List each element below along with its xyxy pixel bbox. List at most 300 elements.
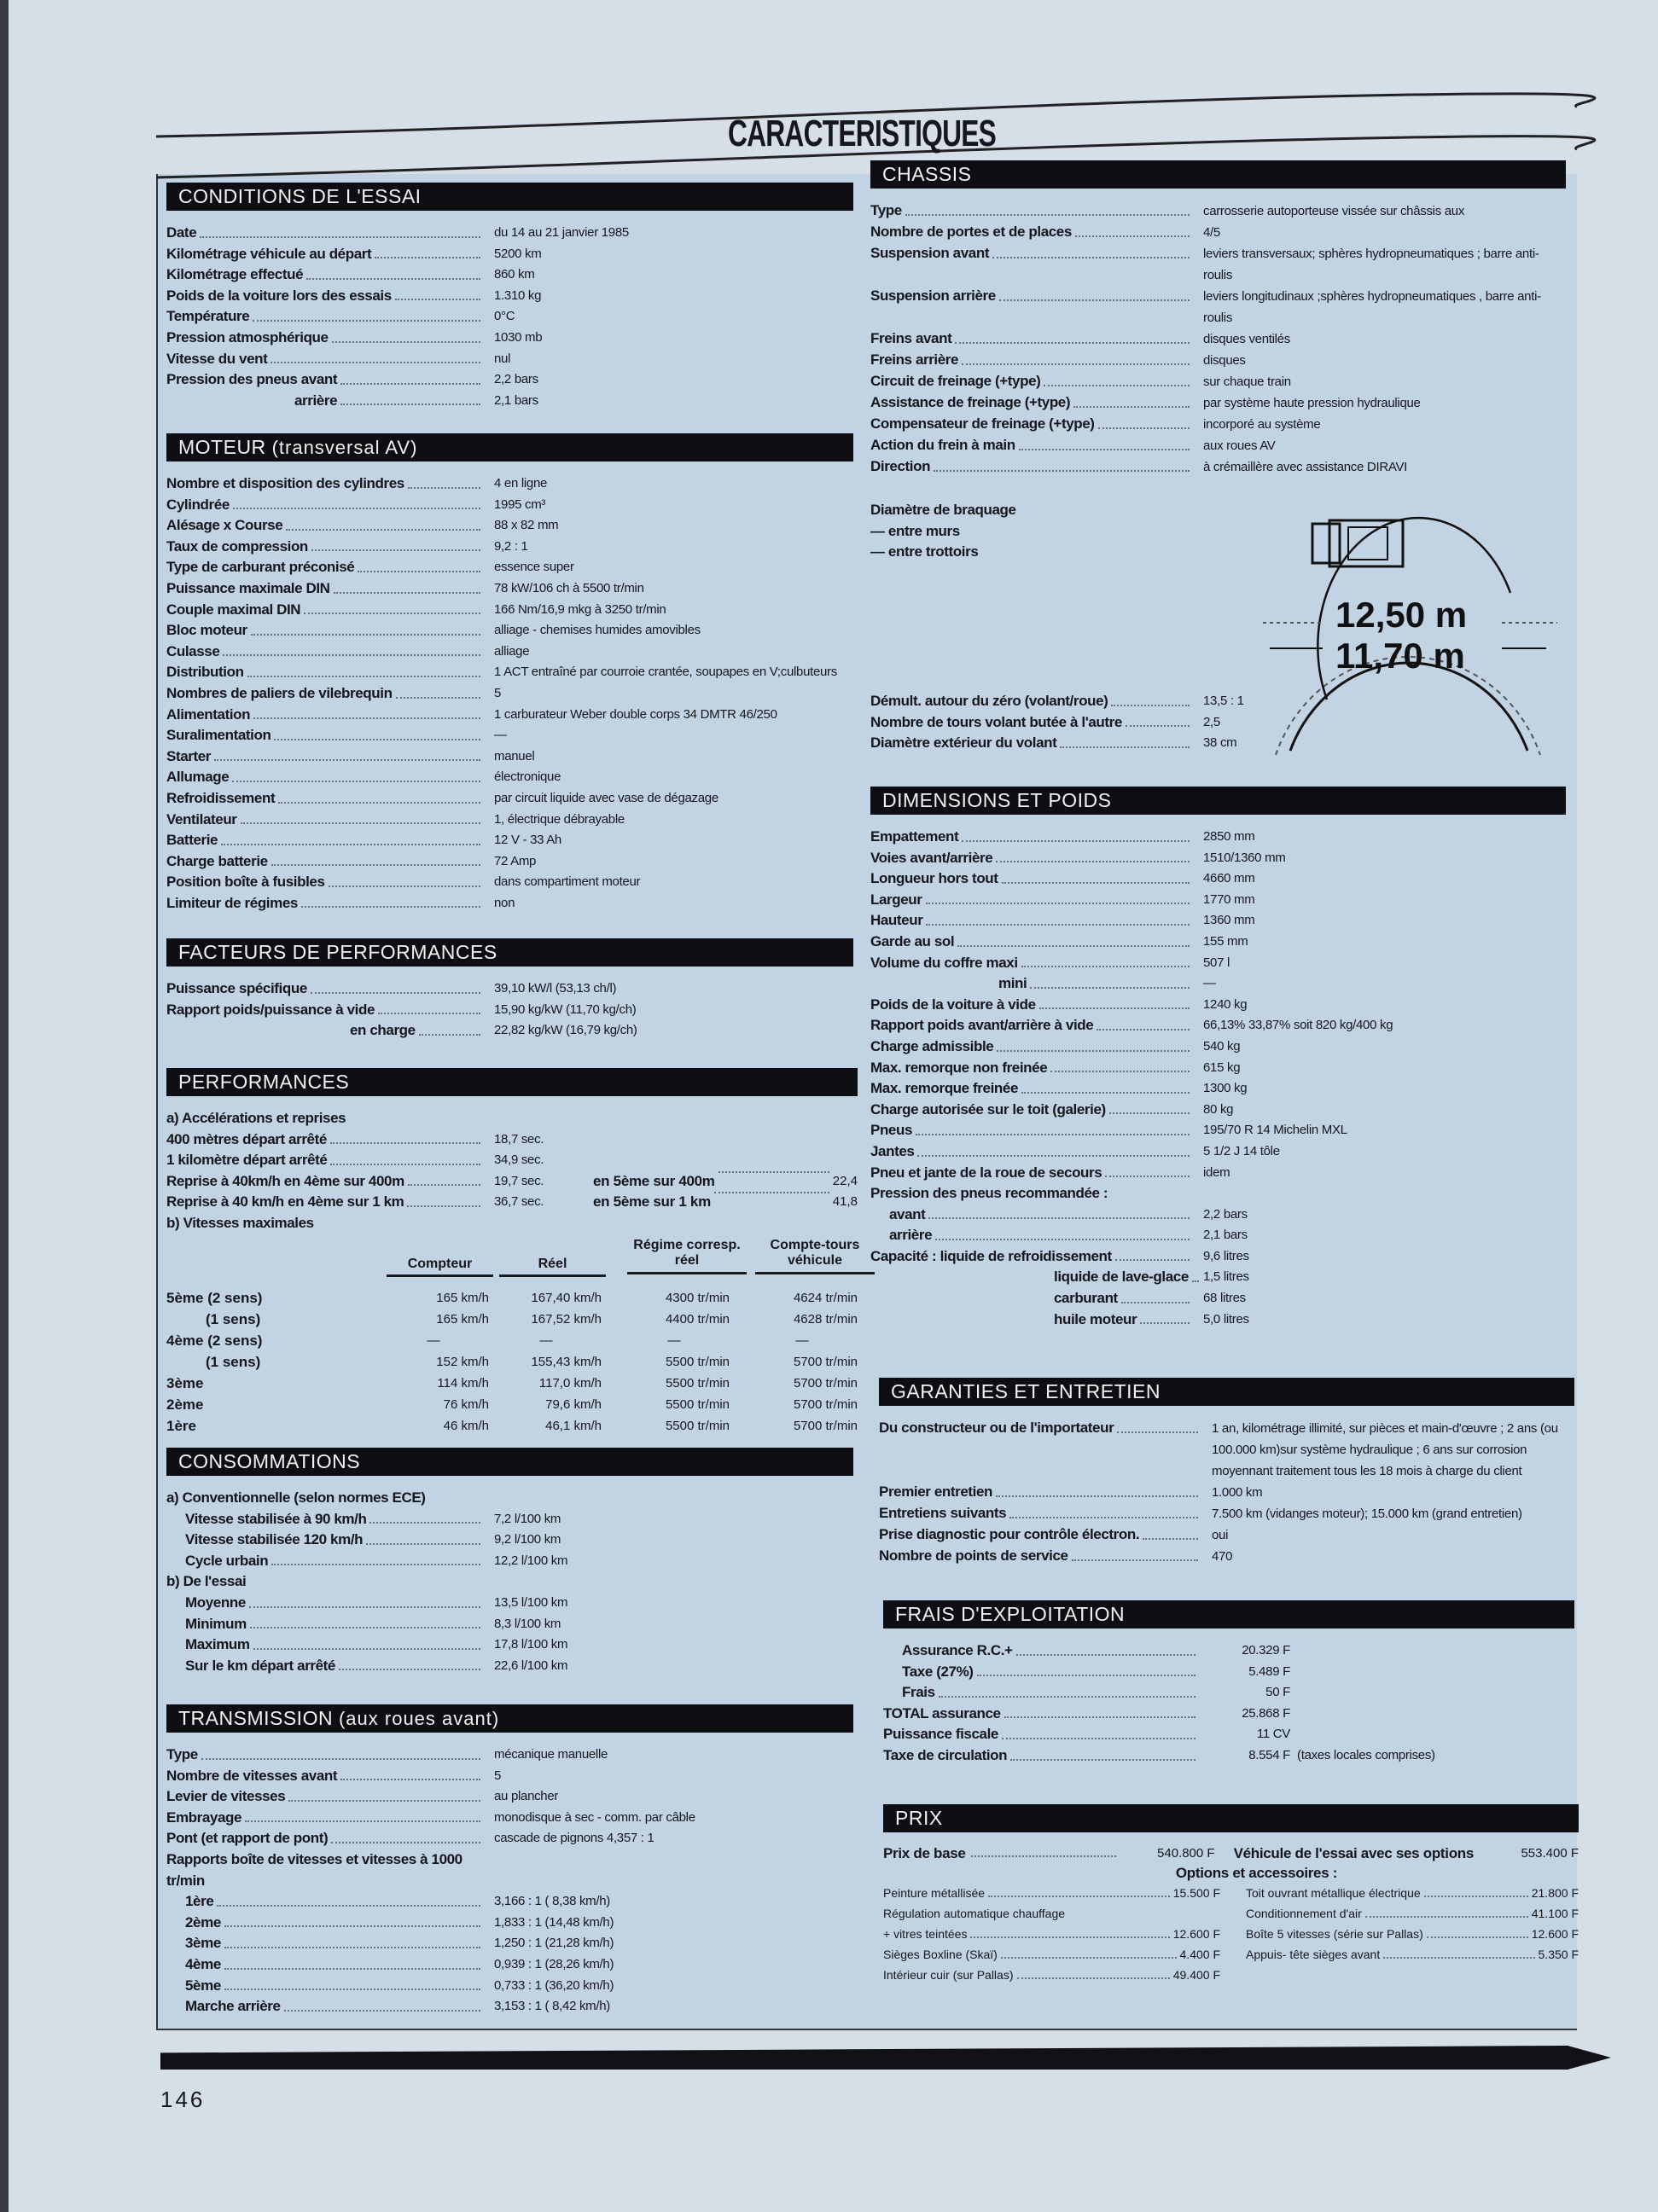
section-header: FACTEURS DE PERFORMANCES xyxy=(166,938,853,967)
dot-leader xyxy=(331,1828,480,1843)
spec-value: mécanique manuelle xyxy=(494,1747,608,1762)
spec-label: huile moteur xyxy=(1054,1310,1137,1327)
section-header: CONDITIONS DE L'ESSAI xyxy=(166,183,853,211)
spec-label: Voies avant/arrière xyxy=(870,849,993,866)
spec-value: — xyxy=(1203,976,1216,991)
spec-row xyxy=(870,1205,1566,1226)
spec-value: 68 litres xyxy=(1203,1291,1246,1306)
spec-row xyxy=(166,767,853,788)
spec-label: Vitesse stabilisée à 90 km/h xyxy=(185,1510,367,1527)
spec-row xyxy=(166,746,853,768)
spec-label: Batterie xyxy=(166,832,218,849)
spec-label: Capacité : liquide de refroidissement xyxy=(870,1247,1112,1264)
dot-leader xyxy=(1050,1058,1190,1073)
table-cell: 5700 tr/min xyxy=(793,1418,858,1433)
dot-leader xyxy=(988,1883,1170,1897)
spec-label: Rapports boîte de vitesses et vitesses à 1000 tr/min xyxy=(166,1850,462,1889)
dot-leader xyxy=(251,620,480,636)
spec-label: Taux de compression xyxy=(166,537,308,554)
spec-row xyxy=(166,1571,853,1593)
spec-row xyxy=(870,1058,1566,1079)
spec-label: Levier de vitesses xyxy=(166,1788,286,1805)
spec-label: liquide de lave-glace xyxy=(1054,1269,1189,1286)
spec-label: Jantes xyxy=(870,1142,915,1159)
spec-row xyxy=(166,473,853,495)
spec-row xyxy=(166,788,853,810)
spec-label: Nombre de tours volant butée à l'autre xyxy=(870,713,1122,730)
spec-label: Nombre et disposition des cylindres xyxy=(166,475,404,491)
spec-value: 22,82 kg/kW (16,79 kg/ch) xyxy=(494,1023,637,1038)
dot-leader xyxy=(311,537,480,552)
spec-row xyxy=(166,1614,853,1635)
dot-leader xyxy=(997,1036,1190,1052)
spec-row xyxy=(870,286,1566,328)
spec-value: 8,3 l/100 km xyxy=(494,1616,561,1631)
spec-row xyxy=(166,557,853,578)
spec-value: 1030 mb xyxy=(494,329,543,345)
spec-row xyxy=(166,223,853,244)
spec-value: par système haute pression hydraulique xyxy=(1203,396,1421,410)
spec-row xyxy=(166,830,853,851)
spec-label: 5ème xyxy=(185,1977,221,1994)
turning-diameter-label: Diamètre de braquage xyxy=(870,502,1016,518)
spec-value: 0,939 : 1 (28,26 km/h) xyxy=(494,1956,614,1971)
spec-label: Assurance R.C.+ xyxy=(902,1642,1013,1658)
spec-value: 4/5 xyxy=(1203,225,1220,240)
dot-leader xyxy=(304,600,480,615)
spec-value: sur chaque train xyxy=(1203,374,1291,389)
spec-label: Refroidissement xyxy=(166,789,276,806)
spec-row xyxy=(166,1891,853,1913)
dot-leader xyxy=(271,1551,480,1566)
column-header: Compteur xyxy=(387,1257,493,1277)
spec-label: Pression des pneus avant xyxy=(166,371,338,388)
spec-label: Longueur hors tout xyxy=(870,870,998,887)
spec-row xyxy=(870,1036,1566,1058)
spec-value: carrosserie autoporteuse vissée sur châssis aux xyxy=(1203,204,1465,218)
spec-row xyxy=(166,1192,858,1213)
spec-value: 78 kW/106 ch à 5500 tr/min xyxy=(494,580,644,595)
spec-row xyxy=(883,1704,1574,1725)
spec-label-2: en 5ème sur 400m xyxy=(593,1172,715,1189)
spec-label: Pneus xyxy=(870,1122,913,1139)
spec-value: 5 1/2 J 14 tôle xyxy=(1203,1143,1280,1158)
spec-value: 166 Nm/16,9 mkg à 3250 tr/min xyxy=(494,601,666,617)
section-subtitle: (aux roues avant) xyxy=(338,1708,500,1729)
spec-value: 1300 kg xyxy=(1203,1081,1248,1096)
spec-value xyxy=(1199,1682,1290,1704)
table-cell: 5500 tr/min xyxy=(665,1396,730,1412)
dot-leader xyxy=(1072,1546,1198,1561)
dot-leader xyxy=(1075,222,1190,237)
spec-row xyxy=(870,350,1566,371)
max-speed-table xyxy=(166,1237,860,1434)
spec-row xyxy=(166,391,853,412)
spec-value: 2,2 bars xyxy=(494,372,538,387)
spec-row xyxy=(879,1503,1574,1524)
spec-value: 1.310 kg xyxy=(494,287,542,303)
spec-label: Compensateur de freinage (+type) xyxy=(870,415,1095,432)
spec-row xyxy=(870,200,1566,222)
section-transmission xyxy=(166,1704,853,2018)
spec-row xyxy=(166,893,853,914)
dot-leader xyxy=(271,349,480,364)
dot-leader xyxy=(916,1120,1190,1135)
section-conditions xyxy=(166,183,853,411)
sub-heading: a) Accélérations et reprises xyxy=(166,1110,346,1126)
spec-row xyxy=(870,1288,1566,1309)
spec-value: 5200 km xyxy=(494,246,542,261)
spec-row xyxy=(870,1078,1566,1100)
spec-value: disques xyxy=(1203,353,1246,368)
spec-row xyxy=(879,1546,1574,1567)
spec-row xyxy=(166,1488,853,1509)
spec-value xyxy=(1199,1724,1290,1745)
spec-label: Cylindrée xyxy=(166,496,230,513)
spec-label: Starter xyxy=(166,747,212,764)
spec-label: Kilométrage effectué xyxy=(166,266,304,283)
spec-value: manuel xyxy=(494,748,535,763)
dot-leader xyxy=(1098,414,1190,429)
dot-leader xyxy=(1021,953,1190,968)
spec-label: Ventilateur xyxy=(166,810,237,827)
table-cell: 167,40 km/h xyxy=(531,1290,602,1305)
spec-value: non xyxy=(494,895,515,910)
dot-leader xyxy=(224,1976,480,1991)
spec-row xyxy=(166,1634,853,1656)
section-header xyxy=(166,433,853,462)
table-row xyxy=(166,1394,858,1415)
dot-leader xyxy=(1121,1288,1190,1303)
spec-value-2: 22,4 xyxy=(832,1173,858,1188)
spec-row xyxy=(883,1662,1574,1683)
amount: 20.329 F xyxy=(1242,1643,1290,1658)
spec-label: Date xyxy=(166,224,197,241)
spec-value: 1360 mm xyxy=(1203,913,1255,928)
spec-label: Max. remorque freinée xyxy=(870,1080,1018,1097)
spec-row xyxy=(166,725,853,746)
spec-label: Type xyxy=(870,202,902,218)
spec-value-2: 41,8 xyxy=(832,1194,858,1210)
dot-leader xyxy=(1039,995,1190,1010)
dot-leader xyxy=(1017,1965,1170,1979)
section-facteurs xyxy=(166,938,853,1042)
option-label: Sièges Boxline (Skaï) xyxy=(883,1948,998,1961)
dot-leader xyxy=(330,1129,480,1145)
spec-label: Culasse xyxy=(166,642,220,659)
table-cell: 5500 tr/min xyxy=(665,1418,730,1433)
spec-value: 1510/1360 mm xyxy=(1203,850,1286,865)
spec-row xyxy=(166,1000,853,1021)
table-cell: — xyxy=(427,1332,440,1348)
spec-row xyxy=(870,1225,1566,1246)
spec-row xyxy=(166,515,853,537)
amount: 5.489 F xyxy=(1248,1663,1290,1679)
page-title: CARACTERISTIQUES xyxy=(727,113,997,154)
dot-leader xyxy=(284,1996,480,2012)
spec-row xyxy=(870,414,1566,435)
table-row xyxy=(166,1415,858,1437)
dot-leader xyxy=(955,328,1190,344)
section-title: TRANSMISSION xyxy=(178,1707,334,1729)
spec-value: 1995 cm³ xyxy=(494,496,546,512)
dot-leader xyxy=(718,1171,829,1173)
dot-leader xyxy=(1117,1418,1198,1433)
spec-value: 13,5 : 1 xyxy=(1203,694,1244,708)
spec-label: Distribution xyxy=(166,664,244,681)
dot-leader xyxy=(1109,1100,1190,1115)
dot-leader xyxy=(962,350,1190,365)
dot-leader xyxy=(1111,691,1190,706)
spec-row xyxy=(879,1482,1574,1503)
spec-label: Rapport poids avant/arrière à vide xyxy=(870,1017,1094,1034)
spec-label: Reprise à 40km/h en 4ème sur 400m xyxy=(166,1172,404,1189)
spec-row xyxy=(166,1933,853,1954)
option-price: 12.600 F xyxy=(1172,1927,1220,1941)
option-label: Régulation automatique chauffage xyxy=(883,1907,1066,1920)
spec-value: 5 xyxy=(494,685,502,700)
spec-row xyxy=(870,995,1566,1016)
option-price: 5.350 F xyxy=(1538,1948,1579,1961)
dot-leader xyxy=(1383,1944,1534,1959)
dot-leader xyxy=(970,1924,1169,1938)
dot-leader xyxy=(1073,392,1190,408)
dot-leader xyxy=(278,788,480,804)
spec-label: Moyenne xyxy=(185,1594,246,1611)
dot-leader xyxy=(962,827,1190,842)
spec-value: 155 mm xyxy=(1203,933,1248,949)
spec-label: Assistance de freinage (+type) xyxy=(870,394,1071,410)
dot-leader xyxy=(926,910,1190,926)
column-header: Réel xyxy=(499,1257,606,1277)
spec-row xyxy=(870,456,1566,478)
option-label: + vitres teintées xyxy=(883,1927,968,1941)
dot-leader xyxy=(311,978,480,994)
spec-value: incorporé au système xyxy=(1203,417,1321,432)
dot-leader xyxy=(301,893,480,909)
spec-row xyxy=(166,1509,853,1530)
spec-label: Taxe (27%) xyxy=(902,1663,974,1680)
spec-value: 507 l xyxy=(1203,955,1230,970)
dot-leader xyxy=(245,1808,480,1823)
section-header: GARANTIES ET ENTRETIEN xyxy=(879,1378,1574,1406)
dot-leader xyxy=(934,456,1190,472)
spec-row xyxy=(870,1015,1566,1036)
section-garanties xyxy=(879,1378,1574,1567)
spec-value: du 14 au 21 janvier 1985 xyxy=(494,225,629,240)
dot-leader xyxy=(905,200,1190,216)
spec-label: Cycle urbain xyxy=(185,1552,269,1569)
spec-row xyxy=(870,328,1566,350)
dot-leader xyxy=(992,243,1190,258)
spec-row xyxy=(870,848,1566,869)
between-walls-value: 12,50 m xyxy=(1335,595,1468,635)
spec-label: Frais xyxy=(902,1684,935,1701)
spec-row xyxy=(166,1913,853,1934)
option-row xyxy=(883,1924,1220,1944)
spec-value: 3,166 : 1 ( 8,38 km/h) xyxy=(494,1894,610,1909)
options-heading: Options et accessoires : xyxy=(1175,1865,1338,1881)
spec-label: Nombre de points de service xyxy=(879,1547,1068,1564)
spec-row xyxy=(166,1745,853,1766)
dot-leader xyxy=(253,1634,480,1650)
spec-label: Rapport poids/puissance à vide xyxy=(166,1001,375,1018)
dot-leader xyxy=(714,1192,829,1193)
spec-label: Entretiens suivants xyxy=(879,1505,1007,1521)
spec-value: 2,5 xyxy=(1203,714,1220,729)
spec-row xyxy=(166,620,853,642)
spec-label: Température xyxy=(166,308,250,325)
spec-row xyxy=(166,328,853,349)
dot-leader xyxy=(1044,371,1190,386)
spec-row xyxy=(166,1551,853,1572)
spec-value: à crémaillère avec assistance DIRAVI xyxy=(1203,460,1408,474)
spec-label: 3ème xyxy=(185,1935,221,1952)
spec-label: Alimentation xyxy=(166,705,251,723)
spec-label: Nombre de portes et de places xyxy=(870,224,1072,240)
spec-value: 1 carburateur Weber double corps 34 DMTR 46/250 xyxy=(494,706,777,722)
spec-value: 1,5 litres xyxy=(1203,1269,1249,1285)
spec-label: Charge batterie xyxy=(166,852,268,869)
spec-row xyxy=(883,1640,1574,1662)
base-price-label: Prix de base xyxy=(883,1845,966,1861)
amount: 50 F xyxy=(1265,1685,1290,1700)
spec-value: 38 cm xyxy=(1203,735,1237,751)
spec-value: 39,10 kW/l (53,13 ch/l) xyxy=(494,981,617,996)
spec-label: Démult. autour du zéro (volant/roue) xyxy=(870,693,1108,709)
section-header xyxy=(166,1704,853,1733)
table-cell: 46,1 km/h xyxy=(545,1418,602,1433)
spec-label: Max. remorque non freinée xyxy=(870,1059,1048,1076)
spec-row xyxy=(879,1524,1574,1546)
spec-label: Circuit de freinage (+type) xyxy=(870,373,1041,389)
spec-value xyxy=(1199,1640,1290,1662)
dot-leader xyxy=(1004,1704,1196,1719)
table-cell: 79,6 km/h xyxy=(545,1396,602,1412)
spec-label: Vitesse stabilisée 120 km/h xyxy=(185,1531,364,1548)
spec-row xyxy=(166,600,853,621)
spec-value: aux roues AV xyxy=(1203,438,1276,453)
spec-label: Pression atmosphérique xyxy=(166,328,329,345)
dot-leader xyxy=(286,515,480,531)
spec-label: Nombres de paliers de vilebrequin xyxy=(166,684,393,701)
option-price: 4.400 F xyxy=(1179,1948,1220,1961)
dot-leader xyxy=(224,1954,480,1970)
dot-leader xyxy=(1002,868,1190,884)
spec-label: 4ème xyxy=(185,1955,221,1972)
dot-leader xyxy=(1010,1745,1196,1761)
spec-value: 1,833 : 1 (14,48 km/h) xyxy=(494,1914,614,1930)
spec-label: mini xyxy=(998,975,1027,992)
spec-label: Marche arrière xyxy=(185,1998,281,2015)
dot-leader xyxy=(1009,1503,1198,1518)
option-label: Appuis- tête sièges avant xyxy=(1246,1948,1381,1961)
spec-value: 22,6 l/100 km xyxy=(494,1658,568,1673)
dot-leader xyxy=(214,746,480,762)
dot-leader xyxy=(253,306,480,322)
spec-row xyxy=(166,1593,853,1614)
dot-leader xyxy=(332,328,480,343)
spec-value: 195/70 R 14 Michelin MXL xyxy=(1203,1123,1347,1138)
spec-label: Puissance spécifique xyxy=(166,980,307,996)
spec-value: monodisque à sec - comm. par câble xyxy=(494,1809,695,1825)
spec-value: disques ventilés xyxy=(1203,332,1290,346)
option-label: Peinture métallisée xyxy=(883,1886,986,1900)
spec-value: 5,0 litres xyxy=(1203,1311,1249,1327)
spec-value: 4660 mm xyxy=(1203,871,1255,886)
section-header: FRAIS D'EXPLOITATION xyxy=(883,1600,1574,1629)
dot-leader xyxy=(233,495,480,510)
table-cell: 155,43 km/h xyxy=(531,1354,602,1369)
spec-value: 12,2 l/100 km xyxy=(494,1553,568,1568)
dot-leader xyxy=(1002,1724,1196,1739)
gear-label: 4ème (2 sens) xyxy=(166,1332,263,1349)
spec-row xyxy=(870,712,1566,734)
dot-leader xyxy=(217,1891,480,1907)
spec-label: Hauteur xyxy=(870,912,923,929)
spec-row xyxy=(166,1020,853,1042)
option-price: 21.800 F xyxy=(1531,1886,1579,1900)
spec-row xyxy=(870,1183,1566,1205)
table-cell: 76 km/h xyxy=(443,1396,489,1412)
spec-value: 615 kg xyxy=(1203,1060,1241,1075)
spec-label: Prise diagnostic pour contrôle électron. xyxy=(879,1526,1140,1542)
spec-row xyxy=(870,371,1566,392)
table-cell: 5500 tr/min xyxy=(665,1375,730,1390)
dot-leader xyxy=(957,932,1190,947)
section-subtitle: (transversal AV) xyxy=(271,437,418,458)
spec-value: cascade de pignons 4,357 : 1 xyxy=(494,1831,654,1846)
spec-row xyxy=(870,1163,1566,1184)
spec-label: Freins avant xyxy=(870,330,952,346)
section-direction xyxy=(870,691,1566,754)
spec-row xyxy=(166,1766,853,1787)
spec-label: Direction xyxy=(870,458,931,474)
spec-value xyxy=(1199,1745,1435,1767)
table-cell: 5700 tr/min xyxy=(793,1375,858,1390)
dot-leader xyxy=(1060,733,1190,748)
spec-label: Suralimentation xyxy=(166,727,271,744)
spec-row xyxy=(166,1656,853,1677)
spec-label: Volume du coffre maxi xyxy=(870,954,1018,971)
table-cell: 4624 tr/min xyxy=(793,1290,858,1305)
dot-leader xyxy=(339,1656,480,1671)
option-row xyxy=(1246,1903,1579,1924)
spec-value: — xyxy=(494,728,507,743)
gear-label: (1 sens) xyxy=(206,1310,261,1327)
spec-label: arrière xyxy=(294,392,338,409)
spec-value: 1 an, kilométrage illimité, sur pièces et main-d'œuvre ; 2 ans (ou 100.000 km)sur système hydraulique ; 6 ans sur corrosion moyennant traitement tous les 18 mois à charge du client xyxy=(1212,1421,1558,1478)
section-title: MOTEUR xyxy=(178,436,266,458)
spec-value: 88 x 82 mm xyxy=(494,518,559,533)
option-price: 49.400 F xyxy=(1172,1968,1220,1982)
spec-row xyxy=(870,910,1566,932)
dot-leader xyxy=(224,1913,480,1928)
spec-label: Du constructeur ou de l'importateur xyxy=(879,1420,1114,1436)
spec-row xyxy=(166,872,853,893)
dot-leader xyxy=(274,725,480,740)
spec-label: Alésage x Course xyxy=(166,517,283,534)
dot-leader xyxy=(232,767,480,782)
spec-row xyxy=(870,953,1566,974)
dot-leader xyxy=(224,1933,480,1948)
dot-leader xyxy=(375,244,480,259)
dot-leader xyxy=(1424,1883,1528,1897)
spec-value: 34,9 sec. xyxy=(494,1152,544,1168)
table-cell: 152 km/h xyxy=(436,1354,489,1369)
dot-leader xyxy=(271,851,480,867)
spec-label: arrière xyxy=(889,1227,933,1244)
